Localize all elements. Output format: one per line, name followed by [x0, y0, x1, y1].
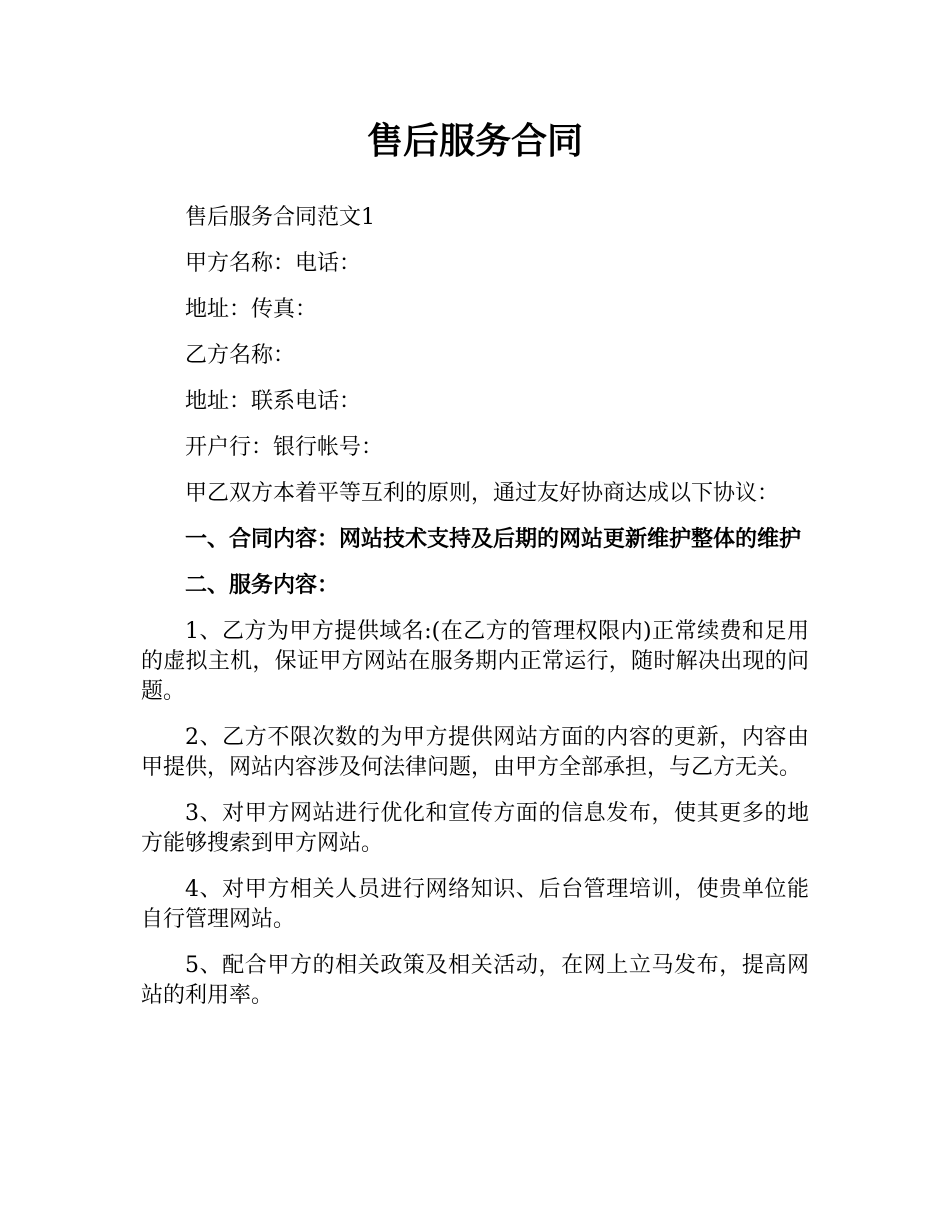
document-title: 售后服务合同 — [366, 121, 583, 162]
paragraph-bank-info: 开户行：银行帐号： — [185, 435, 384, 460]
paragraph-party-a-address: 地址：传真： — [185, 297, 318, 322]
paragraph-party-a-name: 甲方名称：电话： — [185, 251, 362, 276]
paragraph-party-b-name: 乙方名称： — [185, 343, 296, 368]
paragraph-agreement-intro: 甲乙双方本着平等互利的原则，通过友好协商达成以下协议： — [185, 481, 780, 506]
document-body — [141, 203, 809, 1027]
section-heading-service-content: 二、服务内容： — [185, 573, 340, 598]
service-item-3: 3、对甲方网站进行优化和宣传方面的信息发布，使其更多的地方能够搜索到甲方网站。 — [141, 801, 809, 856]
service-item-4: 4、对甲方相关人员进行网络知识、后台管理培训，使贵单位能自行管理网站。 — [141, 877, 809, 932]
paragraph-sample-heading: 售后服务合同范文1 — [185, 205, 375, 230]
section-heading-contract-content: 一、合同内容：网站技术支持及后期的网站更新维护整体的维护 — [185, 527, 802, 552]
paragraph-party-b-address: 地址：联系电话： — [185, 389, 362, 414]
service-item-1: 1、乙方为甲方提供域名:(在乙方的管理权限内)正常续费和足用的虚拟主机，保证甲方网站在服务期内正常运行，随时解决出现的问题。 — [141, 619, 809, 704]
service-item-5: 5、配合甲方的相关政策及相关活动，在网上立马发布，提高网站的利用率。 — [141, 953, 809, 1008]
service-item-2: 2、乙方不限次数的为甲方提供网站方面的内容的更新，内容由甲提供，网站内容涉及何法律问题，由甲方全部承担，与乙方无关。 — [141, 725, 809, 780]
